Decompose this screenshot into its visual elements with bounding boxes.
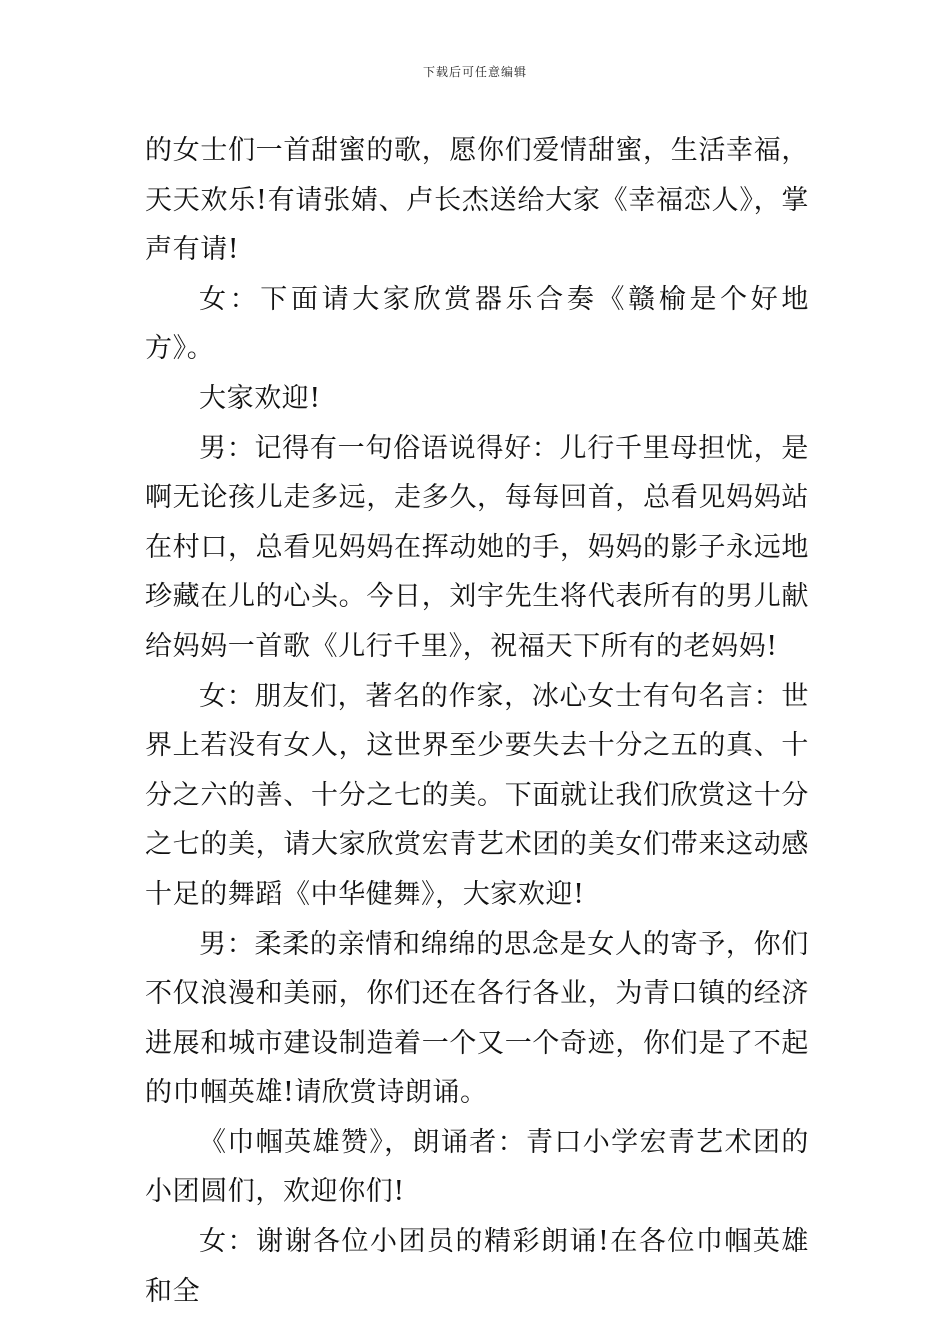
paragraph-dance-intro: 女：朋友们，著名的作家，冰心女士有句名言：世界上若没有女人，这世界至少要失去十分之五的真、十分之六的善、十分之七的美。下面就让我们欣赏这十分之七的美，请大家欣赏宏青艺术团的美女们带来这动感十足的舞蹈《中华健舞》，大家欢迎! [145, 680, 809, 910]
paragraph-heroines: 男：柔柔的亲情和绵绵的思念是女人的寄予，你们不仅浪漫和美丽，你们还在各行各业，为青口镇的经济进展和城市建设制造着一个又一个奇迹，你们是了不起的巾帼英雄!请欣赏诗朗诵。 [145, 928, 809, 1109]
paragraph-instrumental-intro: 女：下面请大家欣赏器乐合奏《赣榆是个好地方》。 [145, 283, 809, 365]
paragraph-mother-song: 男：记得有一句俗语说得好：儿行千里母担忧，是啊无论孩儿走多远，走多久，每每回首，总看见妈妈站在村口，总看见妈妈在挥动她的手，妈妈的影子永远地珍藏在儿的心头。今日，刘宇先生将代表所有的男儿献给妈妈一首歌《儿行千里》，祝福天下所有的老妈妈! [145, 432, 809, 662]
document-body [145, 126, 809, 1316]
paragraph-thanks: 女：谢谢各位小团员的精彩朗诵!在各位巾帼英雄和全 [145, 1226, 809, 1307]
paragraph-recitation: 《巾帼英雄赞》，朗诵者：青口小学宏青艺术团的小团圆们，欢迎你们! [145, 1126, 809, 1208]
paragraph-welcome: 大家欢迎! [199, 382, 321, 414]
paragraph-continuation: 的女士们一首甜蜜的歌，愿你们爱情甜蜜，生活幸福，天天欢乐!有请张婧、卢长杰送给大家《幸福恋人》，掌声有请! [145, 135, 809, 266]
page-header-note: 下载后可任意编辑 [422, 65, 527, 79]
